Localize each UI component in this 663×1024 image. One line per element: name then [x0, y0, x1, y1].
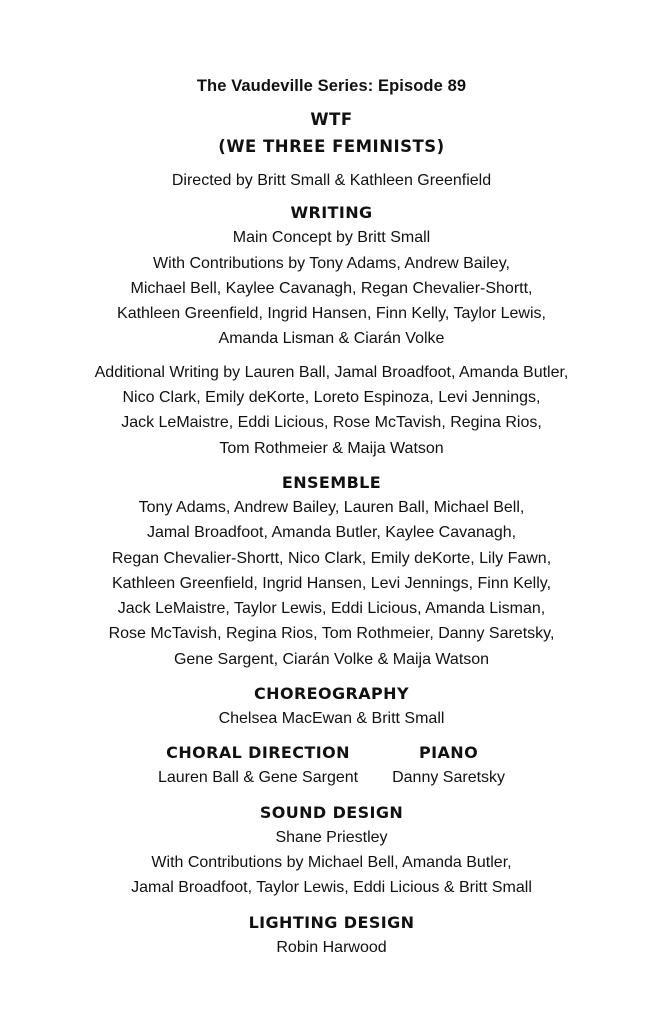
additional-writing-line: Tom Rothmeier & Maija Watson: [219, 439, 444, 457]
show-title: [0, 106, 663, 160]
writing-line: Michael Bell, Kaylee Cavanagh, Regan Chevalier-Shortt,: [130, 279, 533, 297]
sound-design-heading: SOUND DESIGN: [259, 802, 404, 822]
choral-piano-row: [0, 741, 663, 790]
sound-design-section: [0, 801, 663, 901]
directed-by: Directed by Britt Small & Kathleen Greenfield: [171, 172, 492, 189]
ensemble-heading: ENSEMBLE: [281, 472, 382, 492]
ensemble-line: Regan Chevalier-Shortt, Nico Clark, Emily deKorte, Lily Fawn,: [111, 549, 552, 567]
sound-design-line: Jamal Broadfoot, Taylor Lewis, Eddi Licious & Britt Small: [131, 879, 532, 897]
sound-design-line: With Contributions by Michael Bell, Amanda Butler,: [151, 853, 512, 871]
choreography-names: Chelsea MacEwan & Britt Small: [218, 710, 445, 728]
writing-line: With Contributions by Tony Adams, Andrew Bailey,: [153, 254, 510, 272]
show-title-line: WTF: [310, 110, 353, 129]
choreography-heading: CHOREOGRAPHY: [254, 684, 409, 704]
writing-line: Main Concept by Britt Small: [232, 229, 431, 247]
lighting-design-names: Robin Harwood: [276, 938, 387, 956]
ensemble-line: Kathleen Greenfield, Ingrid Hansen, Levi Jennings, Finn Kelly,: [111, 574, 552, 592]
choral-direction-names: Lauren Ball & Gene Sargent: [157, 769, 359, 787]
additional-writing-line: Jack LeMaistre, Eddi Licious, Rose McTavish, Regina Rios,: [121, 414, 542, 432]
writing-line: Amanda Lisman & Ciarán Volke: [218, 330, 445, 348]
lighting-design-section: [0, 911, 663, 960]
sound-design-line: Shane Priestley: [275, 828, 388, 846]
piano-names: Danny Saretsky: [392, 769, 506, 787]
lighting-design-heading: LIGHTING DESIGN: [248, 912, 415, 932]
credits-page: [0, 74, 663, 960]
ensemble-line: Jamal Broadfoot, Amanda Butler, Kaylee Cavanagh,: [146, 524, 517, 542]
choral-direction-heading: CHORAL DIRECTION: [166, 743, 350, 763]
ensemble-line: Tony Adams, Andrew Bailey, Lauren Ball, Michael Bell,: [138, 498, 525, 516]
ensemble-section: [0, 471, 663, 672]
show-title-line: (WE THREE FEMINISTS): [218, 137, 445, 156]
writing-line: Kathleen Greenfield, Ingrid Hansen, Finn Kelly, Taylor Lewis,: [117, 305, 546, 323]
choral-direction-section: [158, 741, 358, 790]
writing-heading: WRITING: [290, 203, 373, 223]
series-title: The Vaudeville Series: Episode 89: [196, 77, 467, 95]
piano-section: [392, 741, 505, 790]
piano-heading: PIANO: [419, 743, 479, 763]
additional-writing-line: Nico Clark, Emily deKorte, Loreto Espinoza, Levi Jennings,: [122, 389, 541, 407]
choreography-section: [0, 682, 663, 731]
ensemble-line: Gene Sargent, Ciarán Volke & Maija Watson: [173, 650, 490, 668]
additional-writing-line: Additional Writing by Lauren Ball, Jamal Broadfoot, Amanda Butler,: [94, 363, 569, 381]
ensemble-line: Rose McTavish, Regina Rios, Tom Rothmeier, Danny Saretsky,: [108, 625, 555, 643]
writing-section: [0, 201, 663, 461]
ensemble-line: Jack LeMaistre, Taylor Lewis, Eddi Licious, Amanda Lisman,: [117, 600, 546, 618]
